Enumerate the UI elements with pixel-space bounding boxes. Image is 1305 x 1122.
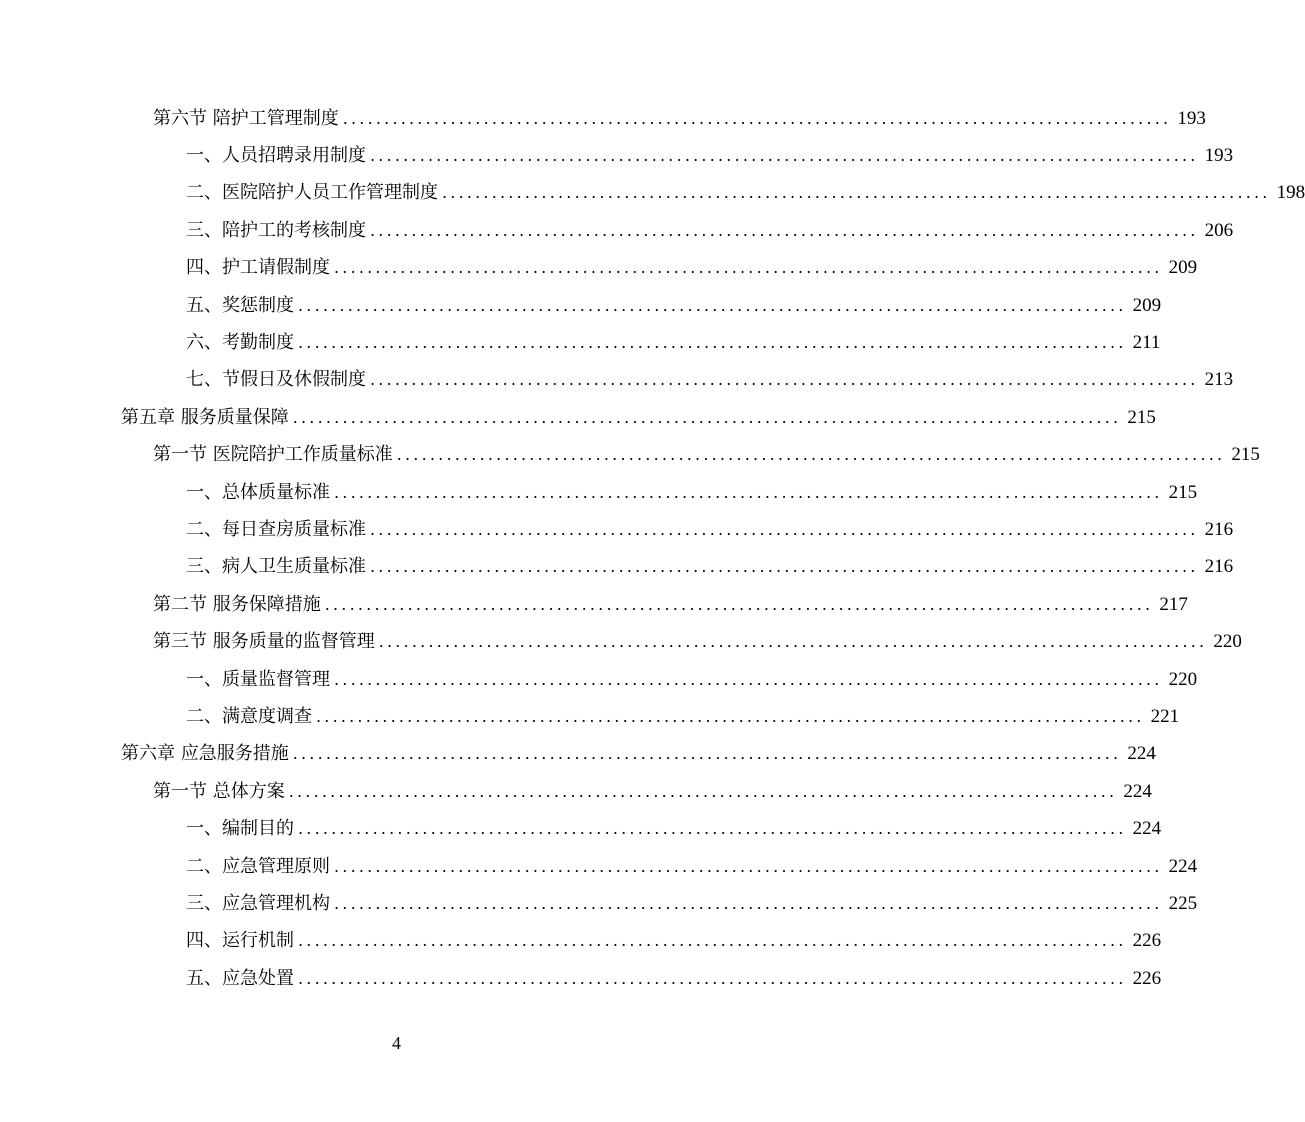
- toc-entry-title: 第六章 应急服务措施: [121, 743, 289, 765]
- table-of-contents: [0, 100, 1305, 997]
- toc-entry-page: 224: [1127, 743, 1156, 765]
- toc-entry-title: 第六节 陪护工管理制度: [153, 107, 339, 129]
- toc-entry-title: 第二节 服务保障措施: [153, 593, 321, 615]
- toc-entry-page: 211: [1132, 332, 1161, 354]
- toc-entry[interactable]: [0, 100, 1206, 137]
- toc-entry[interactable]: [0, 623, 1242, 660]
- toc-entry-title: 第一节 总体方案: [153, 780, 285, 802]
- toc-leader-dots: ....................................................................................................: [370, 519, 1199, 539]
- toc-entry[interactable]: [0, 810, 1162, 847]
- toc-entry-title: 四、运行机制: [186, 930, 294, 952]
- toc-entry-page: 226: [1132, 967, 1162, 989]
- toc-entry-page: 206: [1204, 219, 1234, 241]
- toc-leader-dots: ....................................................................................................: [298, 295, 1127, 315]
- toc-entry[interactable]: [0, 549, 1234, 586]
- page-number: 4: [392, 1033, 401, 1053]
- toc-entry-title: 六、考勤制度: [186, 332, 294, 354]
- toc-entry-title: 一、编制目的: [186, 818, 294, 840]
- toc-entry-page: 193: [1204, 145, 1234, 167]
- toc-entry-page: 213: [1204, 369, 1234, 391]
- toc-entry-page: 226: [1132, 930, 1162, 952]
- toc-entry[interactable]: [0, 736, 1156, 773]
- toc-entry[interactable]: [0, 661, 1198, 698]
- toc-entry-title: 二、满意度调查: [186, 705, 312, 727]
- toc-leader-dots: ....................................................................................................: [378, 632, 1208, 652]
- toc-entry[interactable]: [0, 212, 1234, 249]
- toc-entry[interactable]: [0, 175, 1305, 212]
- toc-leader-dots: ....................................................................................................: [292, 744, 1122, 764]
- toc-entry-page: 224: [1168, 855, 1198, 877]
- toc-entry[interactable]: [0, 250, 1198, 287]
- toc-entry[interactable]: [0, 848, 1198, 885]
- toc-entry-page: 215: [1127, 406, 1156, 428]
- toc-entry-page: 220: [1213, 631, 1242, 653]
- toc-leader-dots: ....................................................................................................: [370, 370, 1199, 390]
- toc-leader-dots: ....................................................................................................: [334, 482, 1163, 502]
- toc-leader-dots: ....................................................................................................: [342, 108, 1172, 128]
- toc-entry-page: 216: [1204, 556, 1234, 578]
- toc-entry-title: 二、应急管理原则: [186, 855, 330, 877]
- toc-entry-title: 三、应急管理机构: [186, 892, 330, 914]
- toc-leader-dots: ....................................................................................................: [292, 407, 1122, 427]
- toc-entry[interactable]: [0, 511, 1234, 548]
- toc-leader-dots: ....................................................................................................: [334, 893, 1163, 913]
- toc-entry[interactable]: [0, 923, 1162, 960]
- toc-entry-title: 一、总体质量标准: [186, 481, 330, 503]
- toc-entry-title: 第五章 服务质量保障: [121, 406, 289, 428]
- toc-entry[interactable]: [0, 137, 1234, 174]
- toc-leader-dots: ....................................................................................................: [442, 183, 1271, 203]
- toc-entry-title: 五、奖惩制度: [186, 294, 294, 316]
- toc-entry-page: 209: [1132, 294, 1162, 316]
- toc-entry-page: 224: [1123, 780, 1152, 802]
- toc-entry-title: 三、陪护工的考核制度: [186, 219, 366, 241]
- toc-entry[interactable]: [0, 586, 1188, 623]
- toc-entry-page: 221: [1150, 705, 1180, 727]
- toc-entry[interactable]: [0, 437, 1260, 474]
- toc-entry[interactable]: [0, 885, 1198, 922]
- toc-entry-page: 216: [1204, 518, 1234, 540]
- toc-entry-page: 225: [1168, 892, 1198, 914]
- toc-entry-title: 三、病人卫生质量标准: [186, 556, 366, 578]
- toc-entry[interactable]: [0, 287, 1162, 324]
- toc-entry-title: 第一节 医院陪护工作质量标准: [153, 444, 393, 466]
- toc-entry-title: 二、每日查房质量标准: [186, 518, 366, 540]
- toc-leader-dots: ....................................................................................................: [298, 333, 1127, 353]
- toc-entry-page: 198: [1276, 182, 1305, 204]
- toc-entry[interactable]: [0, 773, 1152, 810]
- toc-leader-dots: ....................................................................................................: [370, 146, 1199, 166]
- toc-leader-dots: ....................................................................................................: [298, 968, 1127, 988]
- toc-entry-title: 七、节假日及休假制度: [186, 369, 366, 391]
- toc-entry-page: 220: [1168, 668, 1198, 690]
- toc-leader-dots: ....................................................................................................: [370, 220, 1199, 240]
- toc-entry[interactable]: [0, 474, 1198, 511]
- toc-entry-page: 209: [1168, 257, 1198, 279]
- toc-leader-dots: ....................................................................................................: [334, 669, 1163, 689]
- toc-entry[interactable]: [0, 698, 1180, 735]
- toc-entry-title: 一、质量监督管理: [186, 668, 330, 690]
- toc-leader-dots: ....................................................................................................: [316, 706, 1145, 726]
- toc-leader-dots: ....................................................................................................: [334, 258, 1163, 278]
- toc-entry-page: 224: [1132, 818, 1162, 840]
- toc-entry[interactable]: [0, 324, 1161, 361]
- toc-entry-page: 193: [1177, 107, 1206, 129]
- toc-entry-title: 二、医院陪护人员工作管理制度: [186, 182, 438, 204]
- toc-entry-page: 215: [1168, 481, 1198, 503]
- toc-entry-title: 五、应急处置: [186, 967, 294, 989]
- toc-leader-dots: ....................................................................................................: [298, 819, 1127, 839]
- toc-entry-page: 217: [1159, 593, 1188, 615]
- toc-entry-title: 一、人员招聘录用制度: [186, 145, 366, 167]
- toc-leader-dots: ....................................................................................................: [396, 445, 1226, 465]
- toc-leader-dots: ....................................................................................................: [370, 557, 1199, 577]
- toc-entry[interactable]: [0, 362, 1234, 399]
- toc-entry[interactable]: [0, 960, 1162, 997]
- toc-entry-title: 四、护工请假制度: [186, 257, 330, 279]
- toc-leader-dots: ....................................................................................................: [324, 594, 1154, 614]
- toc-leader-dots: ....................................................................................................: [288, 781, 1118, 801]
- toc-entry-title: 第三节 服务质量的监督管理: [153, 631, 375, 653]
- toc-leader-dots: ....................................................................................................: [334, 856, 1163, 876]
- toc-leader-dots: ....................................................................................................: [298, 931, 1127, 951]
- toc-entry[interactable]: [0, 399, 1156, 436]
- toc-entry-page: 215: [1231, 444, 1260, 466]
